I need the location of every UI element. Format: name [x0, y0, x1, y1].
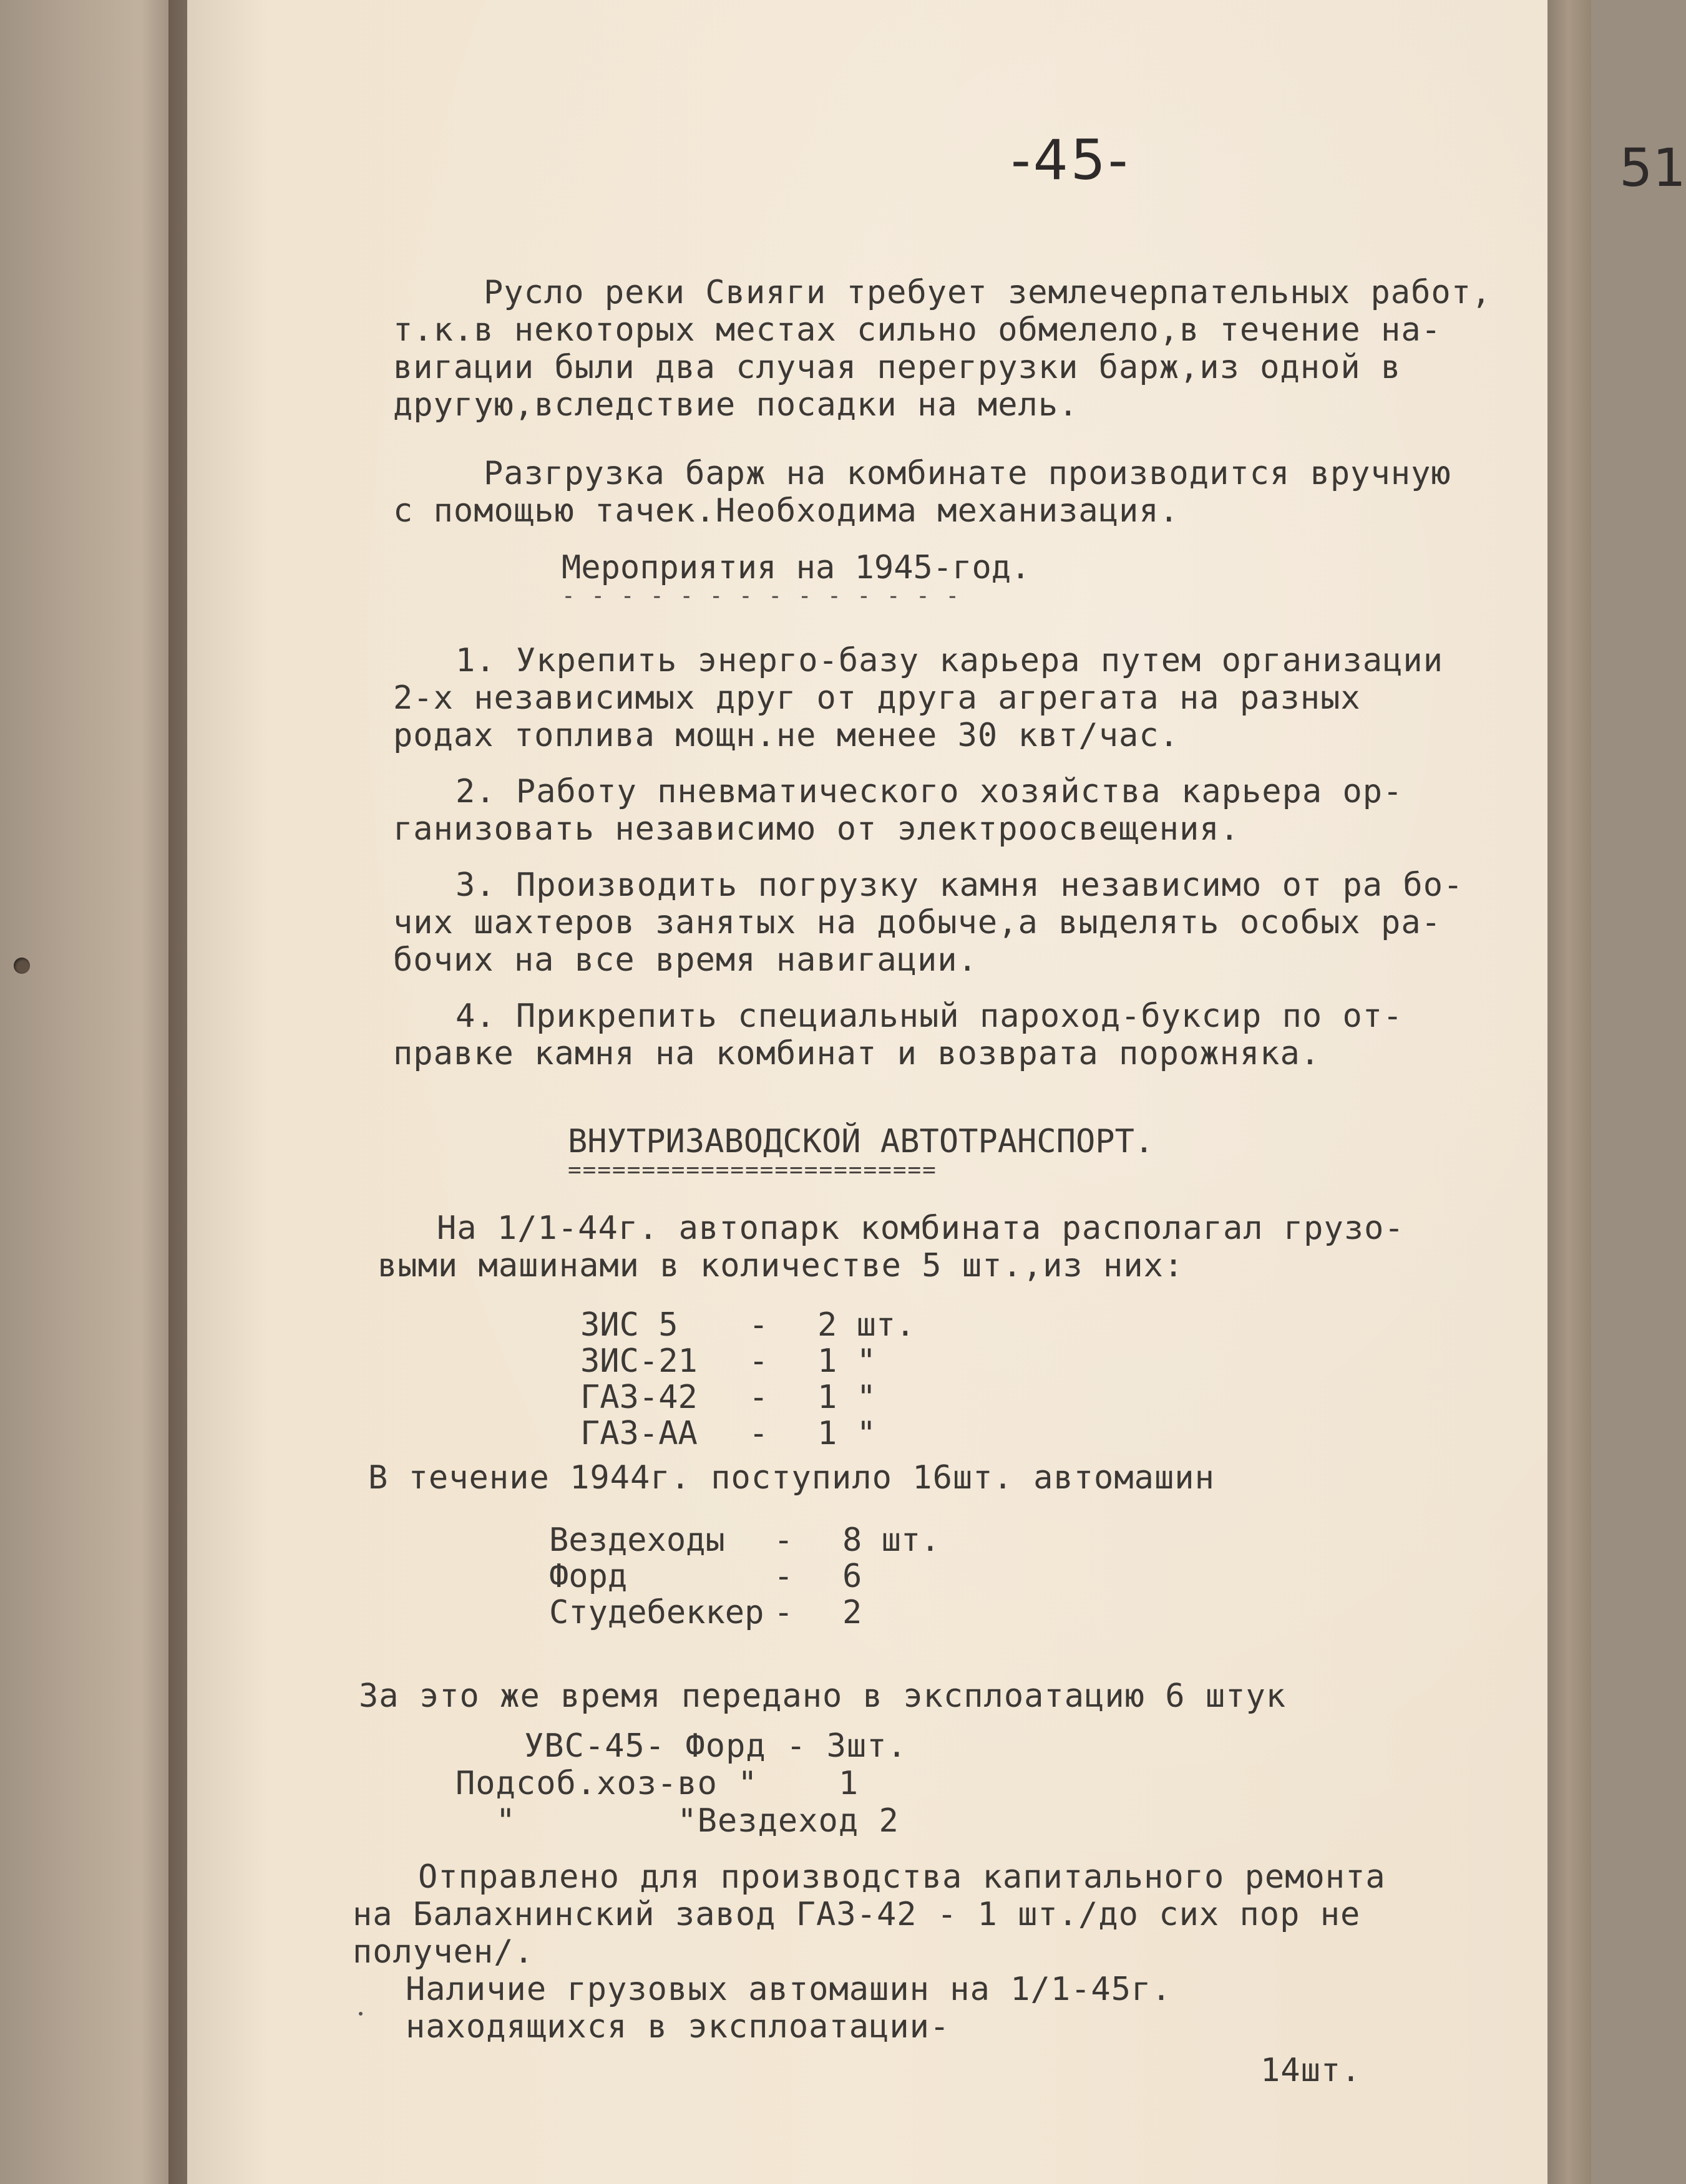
dash: -: [774, 1594, 794, 1631]
text-line: Разгрузка барж на комбинате производится вручную: [484, 455, 1451, 492]
received-row: [549, 1594, 940, 1631]
vehicle-model: ГАЗ-42: [580, 1379, 698, 1416]
fleet-row: [580, 1415, 915, 1452]
text-line: 3. Производить погрузку камня независимо от ра бо-: [456, 866, 1464, 904]
transferred-row: " "Вездеход 2: [456, 1802, 899, 1840]
transferred-row: Подсоб.хоз-во " 1: [456, 1765, 859, 1802]
transport-heading-rule: =========================: [568, 1157, 937, 1183]
measures-heading-rule: - - - - - - - - - - - - - -: [562, 583, 961, 609]
measures-heading: Мероприятия на 1945-год.: [562, 549, 1031, 586]
vehicle-model: Форд: [549, 1558, 628, 1595]
dash: -: [749, 1342, 769, 1380]
backing-sheet-edge: [1546, 0, 1591, 2184]
vehicle-quantity: 8 шт.: [842, 1522, 940, 1559]
text-line: выми машинами в количестве 5 шт.,из них:: [378, 1247, 1184, 1284]
handwritten-sheet-number: 51: [1619, 137, 1686, 198]
transferred-row: УВС-45- Форд - 3шт.: [524, 1727, 907, 1765]
dash: -: [749, 1415, 769, 1452]
fleet-row: [580, 1379, 915, 1415]
vehicle-model: ЗИС-21: [580, 1342, 698, 1380]
fleet-row: [580, 1343, 915, 1379]
received-list: [549, 1522, 940, 1631]
vehicle-quantity: 1 ": [817, 1342, 876, 1380]
text-line: получен/.: [353, 1933, 534, 1971]
text-line: 2. Работу пневматического хозяйства карьера ор-: [456, 773, 1403, 810]
text-line: находящихся в эксплоатации-: [406, 2008, 950, 2046]
text-line: ганизовать независимо от электроосвещения.: [393, 810, 1240, 848]
vehicle-quantity: 1 ": [817, 1379, 876, 1416]
transport-heading: ВНУТРИЗАВОДСКОЙ АВТОТРАНСПОРТ.: [568, 1123, 1154, 1160]
dash: -: [774, 1522, 794, 1559]
received-text: В течение 1944г. поступило 16шт. автомашин: [368, 1459, 1215, 1497]
text-line: 1. Укрепить энерго-базу карьера путем организации: [456, 642, 1444, 679]
fleet-row: [580, 1307, 915, 1343]
text-line: на Балахнинский завод ГАЗ-42 - 1 шт./до сих пор не: [353, 1896, 1361, 1933]
fleet-list: [580, 1307, 915, 1452]
vehicle-model: Вездеходы: [549, 1522, 725, 1559]
binder-hole: [14, 958, 30, 974]
available-total: 14шт.: [1260, 2052, 1362, 2089]
dash: -: [774, 1558, 794, 1595]
text-line: с помощью тачек.Необходима механизация.: [393, 492, 1179, 530]
dash: -: [749, 1306, 769, 1344]
vehicle-model: ЗИС 5: [580, 1306, 678, 1344]
text-line: На 1/1-44г. автопарк комбината располагал грузо-: [437, 1210, 1405, 1247]
text-line: чих шахтеров занятых на добыче,а выделять особых ра-: [393, 904, 1441, 941]
vehicle-quantity: 2: [842, 1594, 862, 1631]
text-line: 2-х независимых друг от друга агрегата на разных: [393, 679, 1361, 717]
vehicle-quantity: 6: [842, 1558, 862, 1595]
dash: -: [749, 1379, 769, 1416]
ink-dot: [359, 2012, 363, 2016]
text-line: бочих на все время навигации.: [393, 941, 978, 979]
text-line: Наличие грузовых автомашин на 1/1-45г.: [406, 1971, 1172, 2008]
text-line: другую,вследствие посадки на мель.: [393, 386, 1079, 424]
vehicle-model: ГАЗ-АА: [580, 1415, 698, 1452]
text-line: Русло реки Свияги требует землечерпательных работ,: [484, 274, 1492, 311]
text-line: вигации были два случая перегрузки барж,из одной в: [393, 349, 1401, 386]
text-line: Отправлено для производства капитального ремонта: [418, 1858, 1386, 1896]
text-line: т.к.в некоторых местах сильно обмелело,в течение на-: [393, 311, 1441, 349]
page-number: -45-: [1011, 128, 1131, 192]
received-row: [549, 1558, 940, 1594]
transferred-text: За это же время передано в эксплоатацию 6 штук: [359, 1677, 1287, 1715]
text-line: родах топлива мощн.не менее 30 квт/час.: [393, 717, 1179, 754]
binder-background: [0, 0, 187, 2184]
document-page: [187, 0, 1686, 2184]
vehicle-quantity: 1 ": [817, 1415, 876, 1452]
vehicle-quantity: 2 шт.: [817, 1306, 915, 1344]
text-line: 4. Прикрепить специальный пароход-буксир по от-: [456, 997, 1403, 1035]
text-line: правке камня на комбинат и возврата порожняка.: [393, 1035, 1321, 1072]
received-row: [549, 1522, 940, 1558]
vehicle-model: Студебеккер: [549, 1594, 764, 1631]
